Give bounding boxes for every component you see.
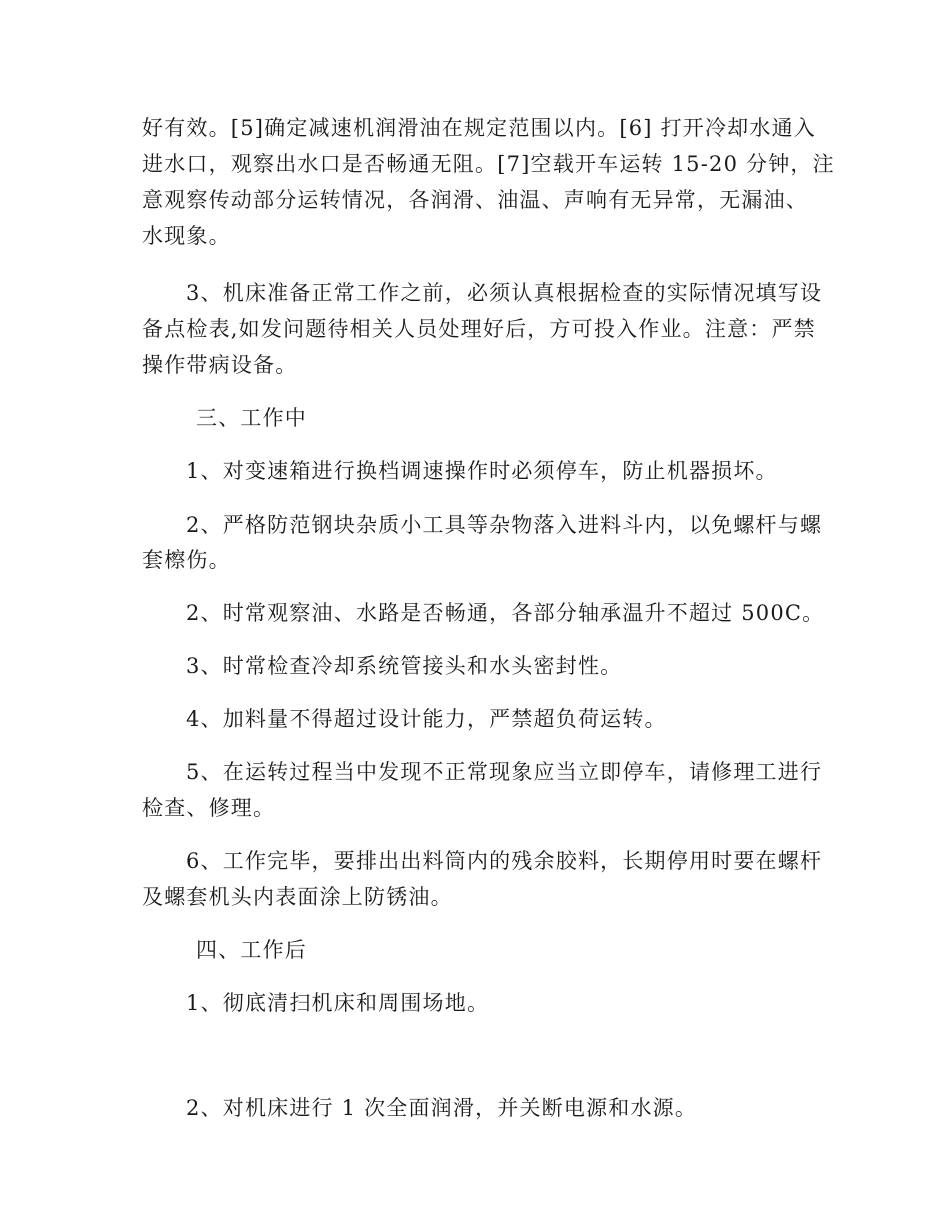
paragraph-line: 好有效。[5]确定减速机润滑油在规定范围以内。[6] 打开冷却水通入 xyxy=(142,116,816,140)
paragraph-line: 及螺套机头内表面涂上防锈油。 xyxy=(142,885,453,909)
paragraph-line: 水现象。 xyxy=(142,224,231,248)
section-heading: 三、工作中 xyxy=(196,406,307,430)
paragraph-line: 6、工作完毕，要排出出料筒内的残余胶料，长期停用时要在螺杆 xyxy=(186,849,823,873)
section-heading: 四、工作后 xyxy=(196,938,307,962)
paragraph-line: 2、对机床进行 1 次全面润滑，并关断电源和水源。 xyxy=(186,1096,698,1120)
paragraph-line: 5、在运转过程当中发现不正常现象应当立即停车，请修理工进行 xyxy=(186,760,823,784)
paragraph-line: 检查、修理。 xyxy=(142,796,276,820)
paragraph-line: 1、彻底清扫机床和周围场地。 xyxy=(186,991,490,1015)
paragraph-line: 备点检表,如发问题待相关人员处理好后，方可投入作业。注意：严禁 xyxy=(142,317,816,341)
paragraph-line: 4、加料量不得超过设计能力，严禁超负荷运转。 xyxy=(186,707,667,731)
paragraph-line: 意观察传动部分运转情况，各润滑、油温、声响有无异常，无漏油、 xyxy=(142,188,808,212)
paragraph-line: 套檫伤。 xyxy=(142,548,231,572)
paragraph-line: 3、机床准备正常工作之前，必须认真根据检查的实际情况填写设 xyxy=(186,281,823,305)
paragraph-line: 2、时常观察油、水路是否畅通，各部分轴承温升不超过 500C。 xyxy=(186,601,825,625)
paragraph-line: 进水口，观察出水口是否畅通无阻。[7]空载开车运转 15-20 分钟，注 xyxy=(142,152,835,176)
paragraph-line: 3、时常检查冷却系统管接头和水头密封性。 xyxy=(186,654,623,678)
paragraph-line: 2、严格防范钢块杂质小工具等杂物落入进料斗内，以免螺杆与螺 xyxy=(186,513,823,537)
paragraph-line: 操作带病设备。 xyxy=(142,353,298,377)
paragraph-line: 1、对变速箱进行换档调速操作时必须停车，防止机器损坏。 xyxy=(186,459,778,483)
